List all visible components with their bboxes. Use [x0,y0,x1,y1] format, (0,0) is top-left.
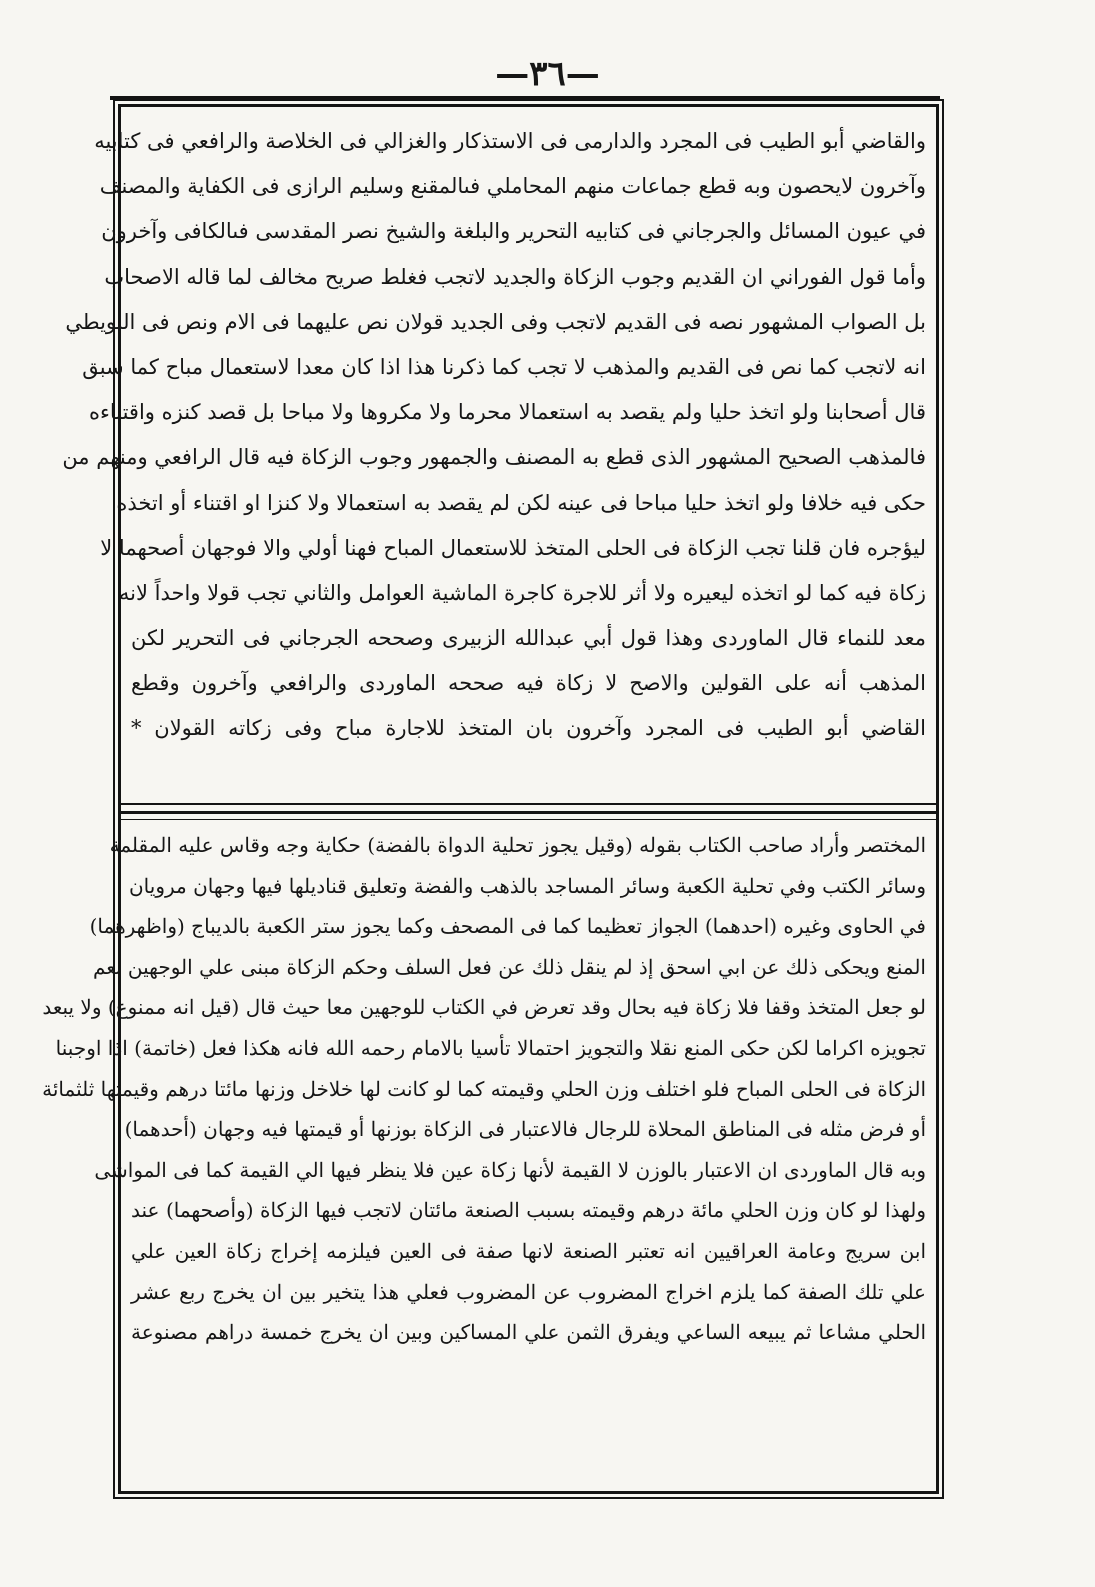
footnote-line: لو جعل المتخذ وقفا فلا زكاة فيه بحال وقد تعرض في الكتاب للوجهين معا حيث قال (قيل انه ممنوع) ولا يبعد [42,995,926,1020]
page-frame [42,104,939,1494]
separator-rule [121,811,936,814]
main-line: قال أصحابنا ولو اتخذ حليا ولم يقصد به استعمالا محرما ولا مكروها ولا مباحا بل قصد كنزه واقتناءه [88,400,926,425]
separator-rule [121,803,936,805]
main-line: حكى فيه خلافا ولو اتخذ حليا مباحا فى عينه لكن لم يقصد به استعمالا ولا كنزا او اقتناء أو اتخذه [116,490,926,515]
main-line: القاضي أبو الطيب فى المجرد وآخرون بان المتخذ للاجارة مباح وفى زكاته القولان * [131,716,926,741]
header-rule [110,96,940,100]
main-line: والقاضي أبو الطيب فى المجرد والدارمى فى الاستذكار والغزالي فى الخلاصة والرافعي فى كتابيه [94,129,926,153]
main-text [62,119,926,752]
main-line: زكاة فيه كما لو اتخذه ليعيره ولا أثر للاجرة كاجرة الماشية العوامل والثاني تجب قولا واحداً لانه [118,580,926,605]
footnote-text [42,825,926,1353]
footnote-line: أو فرض مثله فى المناطق المحلاة للرجال فالاعتبار فى الزكاة بوزنها أو قيمتها فيه وجهان (أحدهما) [124,1117,926,1142]
footnote-line: وبه قال الماوردى ان الاعتبار بالوزن لا القيمة لأنها زكاة عين فلا ينظر فيها الي القيمة كما فى المواشى [94,1157,926,1182]
main-line: ليؤجره فان قلنا تجب الزكاة فى الحلى المتخذ للاستعمال المباح فهنا أولي والا فوجهان أصحهما لا [100,535,926,560]
main-line: وآخرون لايحصون وبه قطع جماعات منهم المحاملي فىالمقنع وسليم الرازى فى الكفاية والمصنف [99,174,926,199]
main-line: فالمذهب الصحيح المشهور الذى قطع به المصنف والجمهور وجوب الزكاة فيه قال الرافعي ومنهم من [62,445,926,470]
separator-rule [121,819,936,820]
footnote-line: تجويزه اكراما لكن حكى المنع نقلا والتجويز احتمالا تأسيا بالامام رحمه الله فانه هكذا فعل (خاتمة) اذا اوجبنا [55,1035,926,1060]
page-number: —٣٦— [495,54,600,94]
main-line: في عيون المسائل والجرجاني فى كتابيه التحرير والبلغة والشيخ نصر المقدسى فىالكافى وآخرون [101,219,926,244]
footnote-line: الحلي مشاعا ثم يبيعه الساعي ويفرق الثمن علي المساكين وبين ان يخرج خمسة دراهم مصنوعة [131,1320,926,1345]
main-line: انه لاتجب كما نص فى القديم والمذهب لا تجب كما ذكرنا هذا اذا كان معدا لاستعمال مباح كما سبق [82,354,926,379]
footnote-line: في الحاوى وغيره (احدهما) الجواز تعظيما كما فى المصحف وكما يجوز ستر الكعبة بالديباج (واظهرهما) [89,914,926,939]
footnote-line: المختصر وأراد صاحب الكتاب بقوله (وقيل يجوز تحلية الدواة بالفضة) حكاية وجه وقاس عليه المقلمة [109,833,926,857]
footnote-line: وسائر الكتب وفي تحلية الكعبة وسائر المساجد بالذهب والفضة وتعليق قناديلها فيها وجهان مرويان [128,873,926,898]
footnote-line: ولهذا لو كان وزن الحلي مائة درهم وقيمته بسبب الصنعة مائتان لاتجب فيها الزكاة (وأصحهما) عند [131,1198,926,1223]
main-line: معد للنماء قال الماوردى وهذا قول أبي عبدالله الزبيرى وصححه الجرجاني فى التحرير لكن [131,626,926,651]
main-line: وأما قول الفوراني ان القديم وجوب الزكاة والجديد لاتجب فغلط صريح مخالف لما قاله الاصحاب [104,264,926,289]
footnote-line: ابن سريج وعامة العراقيين انه تعتبر الصنعة لانها صفة فى العين فيلزمه إخراج زكاة العين علي [131,1238,926,1263]
section-separator [121,797,936,821]
footnote-line: علي تلك الصفة كما يلزم اخراج المضروب عن المضروب فعلي هذا يتخير بين ان يخرج ربع عشر [131,1279,926,1304]
footnote-line: الزكاة فى الحلى المباح فلو اختلف وزن الحلي وقيمته كما لو كانت لها خلاخل وزنها مائتا درهم وقيمتها ثلثمائة [42,1076,926,1101]
footnote-line: المنع ويحكى ذلك عن ابي اسحق إذ لم ينقل ذلك عن فعل السلف وحكم الزكاة مبنى علي الوجهين نعم [93,954,926,979]
main-line: المذهب أنه على القولين والاصح لا زكاة فيه صححه الماوردى والرافعي وآخرون وقطع [131,671,926,696]
main-line: بل الصواب المشهور نصه فى القديم لاتجب وفى الجديد قولان نص عليهما فى الام ونص فى البويطي [65,309,926,334]
